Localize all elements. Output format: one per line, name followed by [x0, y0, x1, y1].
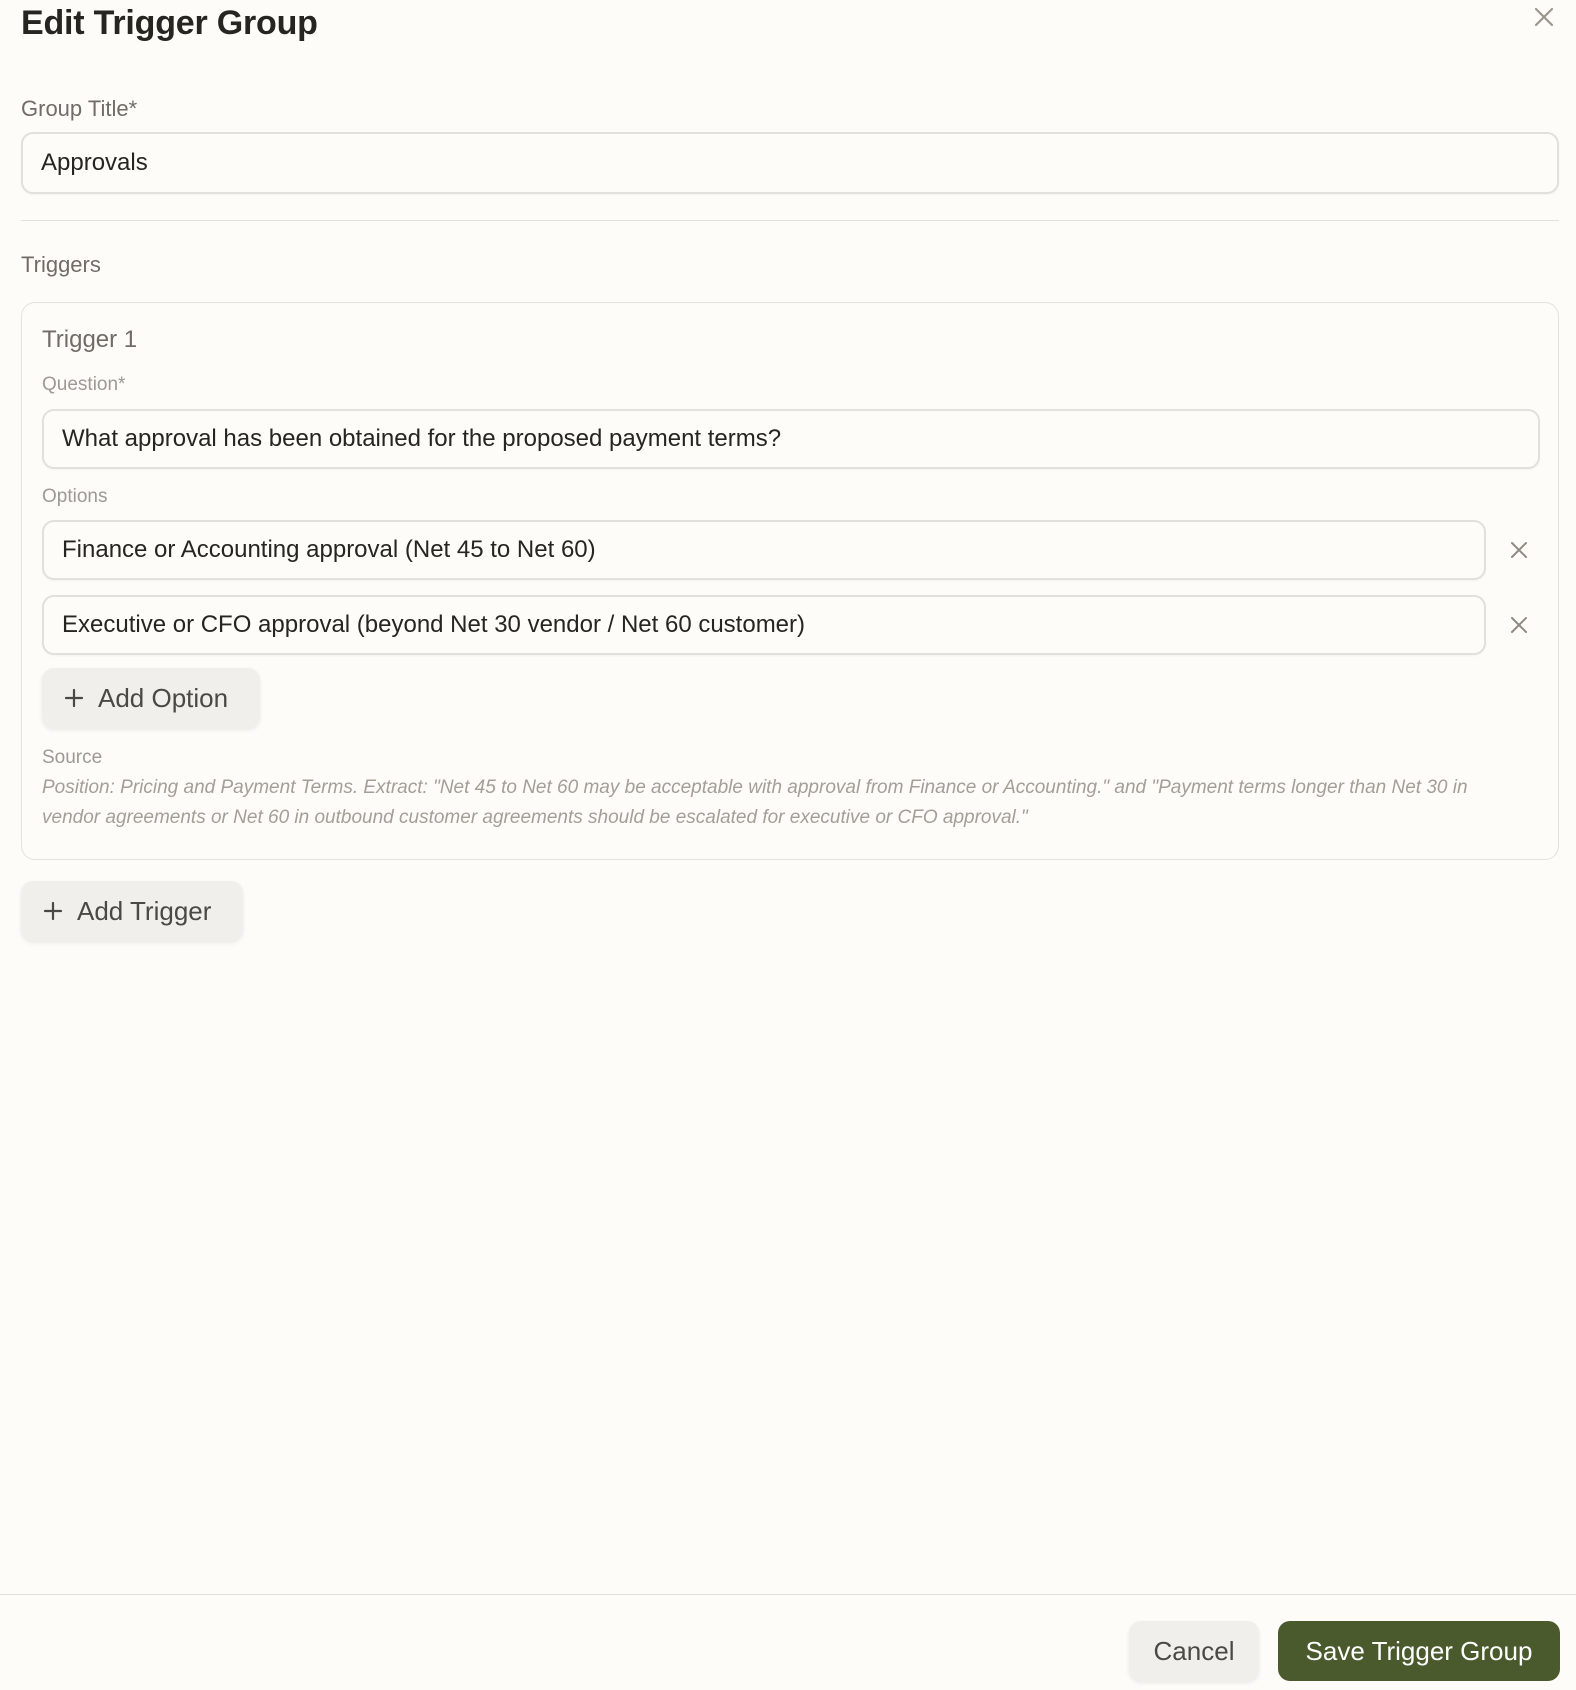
close-icon[interactable]: [1527, 0, 1561, 34]
question-input[interactable]: [42, 409, 1540, 469]
option-input-1[interactable]: [42, 520, 1486, 580]
dialog-footer: [0, 1594, 1576, 1690]
trigger-title: Trigger 1: [42, 326, 138, 353]
section-divider: [21, 220, 1559, 221]
add-trigger-button[interactable]: [21, 881, 243, 941]
question-label: Question*: [42, 374, 126, 395]
add-trigger-label: Add Trigger: [77, 895, 212, 926]
option-input-2[interactable]: [42, 595, 1486, 655]
dialog-title: Edit Trigger Group: [21, 4, 318, 42]
options-label: Options: [42, 486, 108, 507]
source-text: Position: Pricing and Payment Terms. Extract: "Net 45 to Net 60 may be acceptable with approval from Finance or Accounting." and "Payment terms longer than Net 30 in vendor agreements or Net 60 in outbound customer agreements should be escalated for executive or CFO approval.": [42, 777, 1468, 828]
source-label: Source: [42, 747, 103, 768]
plus-icon: [64, 688, 84, 708]
remove-option-2-icon[interactable]: [1503, 609, 1535, 641]
group-title-value: Approvals: [41, 149, 148, 176]
question-value: What approval has been obtained for the proposed payment terms?: [62, 425, 782, 452]
group-title-input[interactable]: [21, 132, 1559, 194]
option-value-2: Executive or CFO approval (beyond Net 30 vendor / Net 60 customer): [62, 611, 806, 638]
group-title-label: Group Title*: [21, 96, 138, 121]
option-value-1: Finance or Accounting approval (Net 45 to Net 60): [62, 536, 596, 563]
plus-icon: [43, 901, 63, 921]
add-option-label: Add Option: [98, 682, 229, 713]
trigger-card: [21, 302, 1559, 860]
add-option-button[interactable]: [42, 668, 260, 728]
triggers-section-label: Triggers: [21, 252, 101, 277]
remove-option-1-icon[interactable]: [1503, 534, 1535, 566]
cancel-button[interactable]: Cancel: [1129, 1621, 1259, 1681]
save-trigger-group-button[interactable]: Save Trigger Group: [1278, 1621, 1560, 1681]
